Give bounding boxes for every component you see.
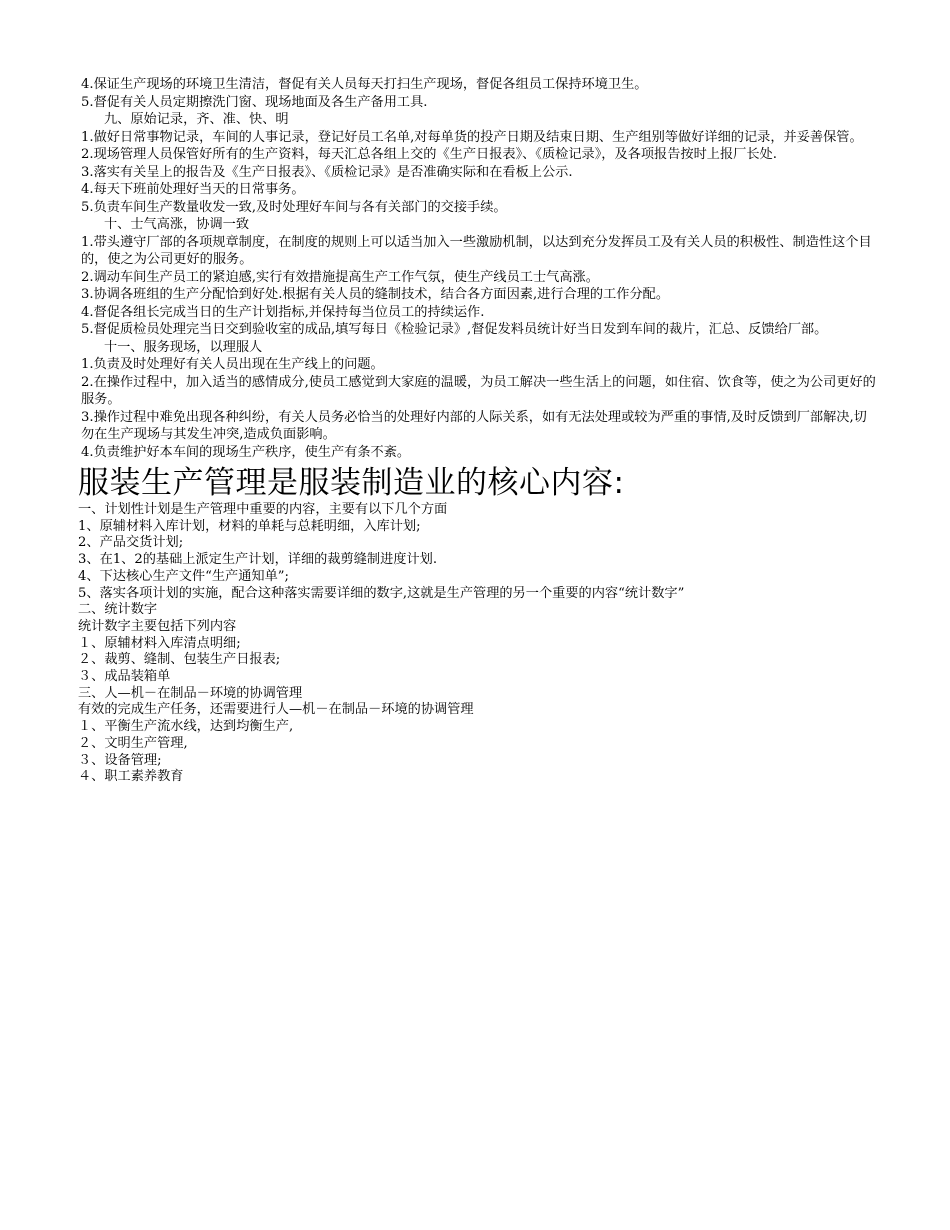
paragraph-line: 4.保证生产现场的环境卫生清洁，督促有关人员每天打扫生产现场，督促各组员工保持环境卫生。 [81, 77, 648, 92]
paragraph-line: 十、士气高涨，协调一致 [104, 217, 250, 232]
paragraph-line: 三、人—机－在制品－环境的协调管理 [78, 685, 303, 701]
paragraph-line: 1.负责及时处理好有关人员出现在生产线上的问题。 [81, 357, 384, 372]
paragraph-line: 统计数字主要包括下列内容 [78, 618, 237, 634]
paragraph-line: 2、产品交货计划; [78, 535, 184, 551]
paragraph-line: 4、下达核心生产文件“生产通知单”; [78, 568, 289, 584]
paragraph-line: ４、职工素养教育 [78, 769, 184, 785]
paragraph-line: 九、原始记录，齐、准、快、明 [104, 112, 289, 127]
paragraph-line: 2.现场管理人员保管好所有的生产资料，每天汇总各组上交的《生产日报表》、《质检记录》，及各项报告按时上报厂长处. [81, 147, 777, 162]
paragraph-line: 5.负责车间生产数量收发一致,及时处理好车间与各有关部门的交接手续。 [81, 199, 507, 215]
paragraph-line: 3.协调各班组的生产分配恰到好处.根据有关人员的缝制技术，结合各方面因素,进行合理的工作分配。 [81, 287, 670, 302]
section-production-management [78, 502, 878, 786]
paragraph-line: 一、计划性计划是生产管理中重要的内容，主要有以下几个方面 [78, 502, 448, 517]
paragraph-line: 1、原辅材料入库计划，材料的单耗与总耗明细，入库计划; [78, 518, 421, 534]
paragraph-line: ３、设备管理; [78, 752, 162, 768]
paragraph-line: 4.督促各组长完成当日的生产计划指标,并保持每当位员工的持续运作. [81, 304, 485, 320]
paragraph-line: １、平衡生产流水线，达到均衡生产, [78, 719, 294, 735]
paragraph-line: 5.督促质检员处理完当日交到验收室的成品,填写每日《检验记录》,督促发料员统计好当日发到车间的裁片，汇总、反馈给厂部。 [81, 322, 828, 337]
paragraph-line: 5、落实各项计划的实施，配合这种落实需要详细的数字,这就是生产管理的另一个重要的内容“统计数字” [78, 585, 685, 601]
paragraph-line: 3、在1、2的基础上派定生产计划，详细的裁剪缝制进度计划. [78, 552, 438, 568]
paragraph-line: 3.操作过程中难免出现各种纠纷，有关人员务必恰当的处理好内部的人际关系，如有无法处理或较为严重的事情,及时反馈到厂部解决,切勿在生产现场与其发生冲突,造成负面影响。 [81, 409, 867, 442]
paragraph-line: ２、裁剪、缝制、包装生产日报表; [78, 652, 281, 668]
paragraph-line: 十一、服务现场，以理服人 [104, 339, 263, 355]
document-page [78, 76, 878, 786]
paragraph-line: １、原辅材料入库清点明细; [78, 635, 241, 651]
paragraph-line: 1.带头遵守厂部的各项规章制度，在制度的规则上可以适当加入一些激励机制，以达到充分发挥员工及有关人员的积极性、制造性这个目的，使之为公司更好的服务。 [81, 234, 872, 267]
paragraph-line: ３、成品装箱单 [78, 669, 171, 685]
paragraph-line: 1.做好日常事物记录，车间的人事记录，登记好员工名单,对每单货的投产日期及结束日期、生产组别等做好详细的记录，并妥善保管。 [81, 129, 863, 145]
paragraph-line: 5.督促有关人员定期擦洗门窗、现场地面及各生产备用工具. [81, 94, 428, 110]
paragraph-line: 2.在操作过程中，加入适当的感情成分,使员工感觉到大家庭的温暖，为员工解决一些生活上的问题，如住宿、饮食等，使之为公司更好的服务。 [81, 374, 876, 407]
section-regulations [78, 76, 878, 461]
paragraph-line: 3.落实有关呈上的报告及《生产日报表》、《质检记录》是否准确实际和在看板上公示. [81, 164, 573, 180]
page-title: 服装生产管理是服装制造业的核心内容: [78, 465, 625, 501]
paragraph-line: 4.负责维护好本车间的现场生产秩序，使生产有条不紊。 [81, 444, 411, 460]
paragraph-line: 4.每天下班前处理好当天的日常事务。 [81, 182, 305, 197]
paragraph-line: ２、文明生产管理, [78, 735, 188, 751]
paragraph-line: 2.调动车间生产员工的紧迫感,实行有效措施提高生产工作气氛，使生产线员工士气高涨。 [81, 269, 599, 285]
paragraph-line: 有效的完成生产任务，还需要进行人—机－在制品－环境的协调管理 [78, 702, 474, 718]
paragraph-line: 二、统计数字 [78, 602, 158, 618]
